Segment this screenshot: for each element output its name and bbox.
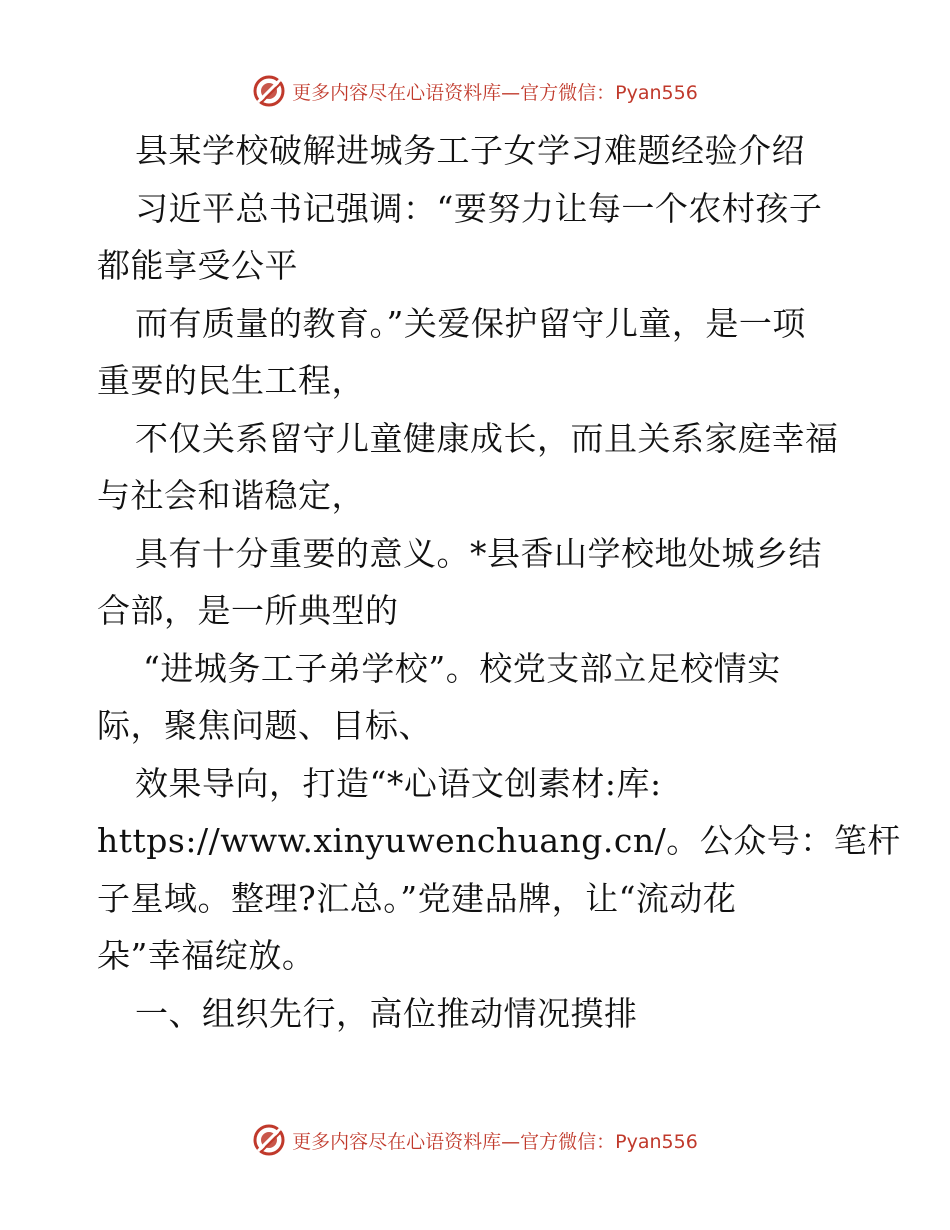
paragraph-line: “进城务工子弟学校”。校党支部立足校情实 (143, 648, 781, 688)
seal-logo-icon (252, 74, 286, 108)
header-watermark (0, 71, 950, 111)
paragraph-line: 合部，是一所典型的 (97, 591, 399, 630)
paragraph-line: 而有质量的教育。”关爱保护留守儿童，是一项 (135, 303, 806, 343)
paragraph-line: 具有十分重要的意义。*县香山学校地处城乡结 (135, 533, 822, 573)
paragraph-line: 朵”幸福绽放。 (97, 936, 316, 975)
document-body (97, 122, 901, 1042)
seal-logo-icon (252, 1123, 286, 1157)
watermark-text: 更多内容尽在心语资料库—官方微信：Pyan556 (292, 81, 698, 104)
paragraph-line: 际，聚焦问题、目标、 (97, 706, 432, 745)
url-line: https://www.xinyuwenchuang.cn/。公众号：笔杆 (97, 821, 901, 860)
section-heading: 一、组织先行，高位推动情况摸排 (135, 993, 638, 1033)
paragraph-line: 与社会和谐稳定， (97, 476, 365, 515)
paragraph-line: 都能享受公平 (97, 246, 298, 285)
footer-watermark (0, 1120, 950, 1160)
paragraph-line: 重要的民生工程， (97, 361, 365, 400)
paragraph-line: 效果导向，打造“*心语文创素材:库: (135, 763, 662, 803)
document-title: 县某学校破解进城务工子女学习难题经验介绍 (135, 131, 805, 170)
paragraph-line: 子星域。整理?汇总。”党建品牌，让“流动花 (97, 878, 737, 918)
paragraph-line: 习近平总书记强调：“要努力让每一个农村孩子 (135, 188, 823, 228)
paragraph-line: 不仅关系留守儿童健康成长，而且关系家庭幸福 (135, 418, 839, 458)
watermark-text: 更多内容尽在心语资料库—官方微信：Pyan556 (292, 1130, 698, 1153)
